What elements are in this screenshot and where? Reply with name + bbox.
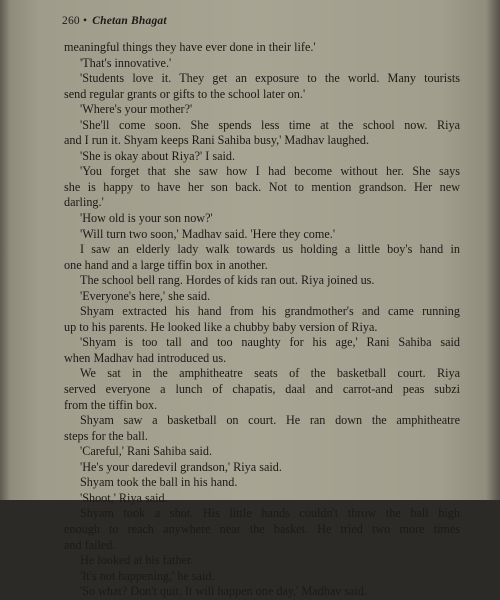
text-line: 'How old is your son now?' <box>80 211 213 226</box>
text-line: Shyam took a shot. His little hands couldn't throw the ball high <box>80 506 460 521</box>
text-line: He looked at his father. <box>80 553 194 568</box>
text-line: steps for the ball. <box>64 428 148 443</box>
text-line: The school bell rang. Hordes of kids ran out. Riya joined us. <box>80 273 375 288</box>
page-number: 260 <box>62 15 80 27</box>
text-line: 'Everyone's here,' she said. <box>80 288 211 303</box>
body-text <box>64 40 460 600</box>
text-line: 'You forget that she saw how I had become without her. She says <box>80 164 460 179</box>
text-line: send regular grants or gifts to the school later on.' <box>64 86 306 101</box>
text-line: 'She is okay about Riya?' I said. <box>80 148 236 163</box>
text-line: 'He's your daredevil grandson,' Riya said. <box>80 459 282 474</box>
text-line: 'Shoot,' Riya said. <box>80 490 168 505</box>
text-line: 'Will turn two soon,' Madhav said. 'Here they come.' <box>80 226 336 241</box>
running-header <box>62 14 167 30</box>
text-line: from the tiffin box. <box>64 397 158 412</box>
author-name: Chetan Bhagat <box>92 15 167 27</box>
text-line: enough to reach anywhere near the basket. He tried two more times <box>64 521 460 536</box>
text-line: 'Where's your mother?' <box>80 102 193 117</box>
text-line: 'Students love it. They get an exposure to the world. Many tourists <box>80 71 460 86</box>
text-line: 'So what? Don't quit. It will happen one day,' Madhav said. <box>80 584 368 599</box>
text-line: and failed. <box>64 537 116 552</box>
text-line: when Madhav had introduced us. <box>64 350 227 365</box>
text-line: Shyam saw a basketball on court. He ran down the amphitheatre <box>80 413 460 428</box>
text-line: Shyam extracted his hand from his grandmother's and came running <box>80 304 460 319</box>
text-line: I saw an elderly lady walk towards us holding a little boy's hand in <box>80 242 460 257</box>
page-gutter-shadow <box>0 0 10 500</box>
text-line: 'That's innovative.' <box>80 55 172 70</box>
text-line: 'Careful,' Rani Sahiba said. <box>80 444 212 459</box>
page-edge-shadow <box>486 0 500 500</box>
text-line: We sat in the amphitheatre seats of the basketball court. Riya <box>80 366 460 381</box>
text-line: and I run it. Shyam keeps Rani Sahiba busy,' Madhav laughed. <box>64 133 370 148</box>
text-line: meaningful things they have ever done in their life.' <box>64 40 316 54</box>
text-line: one hand and a large tiffin box in another. <box>64 257 268 272</box>
text-line: served everyone a lunch of chapatis, daal and carrot-and peas subzi <box>64 382 460 397</box>
text-line: 'She'll come soon. She spends less time at the school now. Riya <box>80 117 460 132</box>
text-line: Shyam took the ball in his hand. <box>80 475 238 490</box>
text-line: 'Shyam is too tall and too naughty for his age,' Rani Sahiba said <box>80 335 460 350</box>
text-line: up to his parents. He looked like a chubby baby version of Riya. <box>64 319 378 334</box>
text-line: she is happy to have her son back. Not to mention grandson. Her new <box>64 179 460 194</box>
header-bullet: • <box>82 15 88 27</box>
text-line: darling.' <box>64 195 104 210</box>
text-line: 'It's not happening,' he said. <box>80 568 215 583</box>
